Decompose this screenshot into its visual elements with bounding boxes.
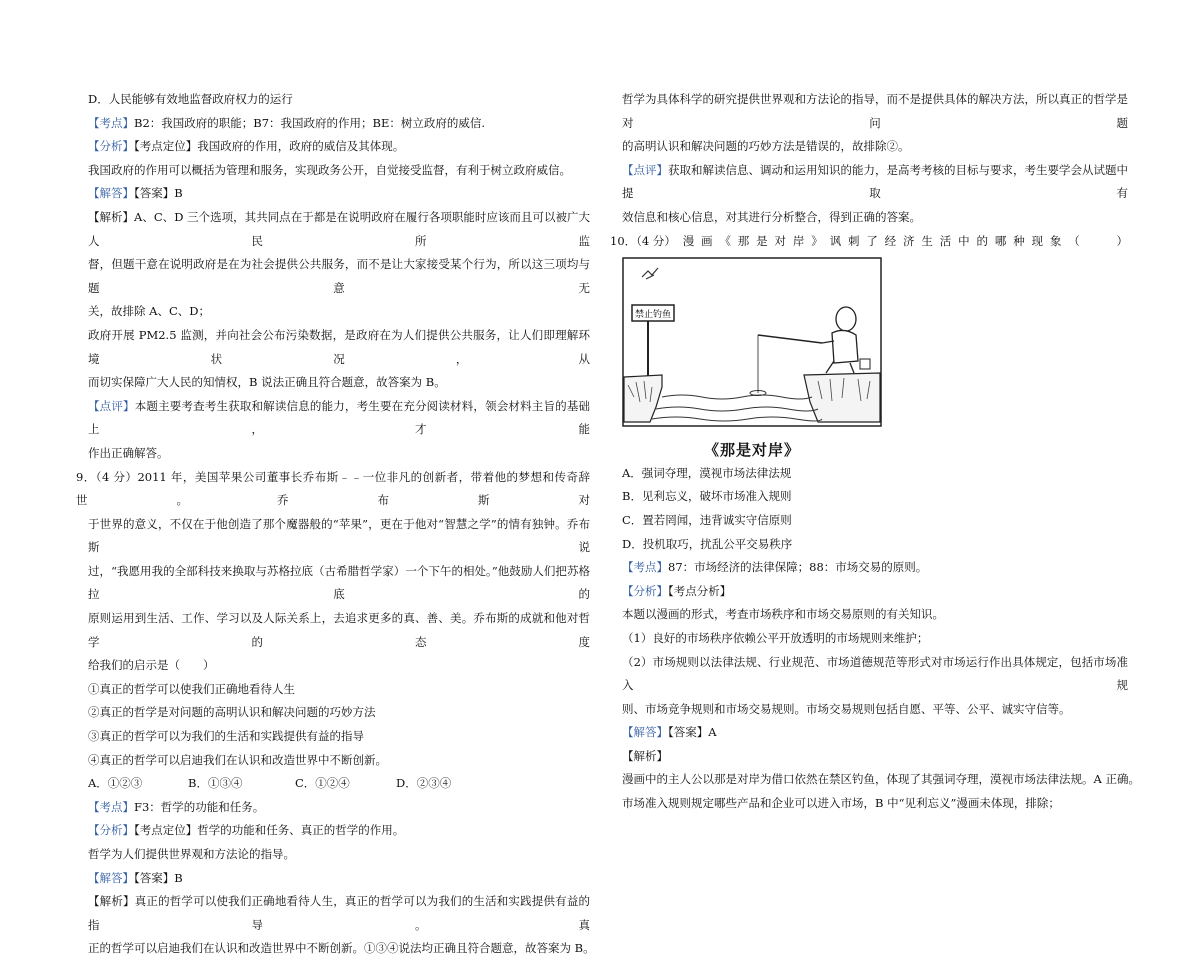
q9-option-a: A．①②③	[88, 776, 143, 791]
q10-fenxi	[622, 580, 1128, 604]
q10-jiexi-line-2: 市场准入规则规定哪些产品和企业可以进入市场，B 中“见利忘义”漫画未体现，排除；	[622, 796, 1060, 811]
kaodian-tag: 【考点】	[88, 115, 134, 130]
q9-stem-line-3: 过，“我愿用我的全部科技来换取与苏格拉底（古希腊哲学家）一个下午的相处。”他鼓励人们把苏格拉底的	[88, 563, 590, 602]
q10-option-a: A．强词夺理，漠视市场法律法规	[622, 465, 792, 480]
q10-stem-part	[1087, 230, 1110, 254]
q9-dianping-line-2: 效信息和核心信息，对其进行分析整合，得到正确的答案。	[622, 209, 921, 224]
q8-option-d: D．人民能够有效地监督政府权力的运行	[88, 92, 293, 106]
kaodian-tag: 【考点】	[88, 799, 134, 814]
q8-jiexi-line-2: 督，但题干意在说明政府是在为社会提供公共服务，而不是让大家接受某个行为，所以这三项均与题意无	[88, 257, 590, 295]
q10-stem-part: 岸	[792, 233, 805, 248]
q10-stem-part: 现	[1031, 233, 1044, 248]
left-column	[76, 88, 595, 961]
q8-jiexi-line-5: 而切实保障广大人民的知情权，B 说法正确且符合题意，故答案为 B。	[88, 375, 446, 390]
q9-option-c: C．①②④	[295, 776, 350, 791]
q10-stem-part: 是	[756, 233, 768, 248]
q9-stem-line-1: 9．（4 分）2011 年，美国苹果公司董事长乔布斯﹣﹣一位非凡的创新者，带着他的梦想和传奇辞世。乔布斯对	[76, 469, 590, 508]
fenxi-tag: 【分析】	[88, 139, 134, 154]
cartoon-caption: 《那是对岸》	[703, 440, 800, 459]
q8-jieda	[88, 182, 590, 206]
q10-stem-part: 对	[774, 233, 787, 248]
cartoon-figure	[622, 257, 882, 462]
q10-jiexi-head: 【解析】	[622, 748, 668, 763]
jieda-text: 【答案】A	[668, 725, 717, 740]
jieda-text: 【答案】B	[134, 186, 183, 201]
q10-stem-part: 漫	[682, 233, 695, 248]
fenxi-text: 【考点分析】	[668, 583, 732, 598]
q9-stem-line-2: 于世界的意义，不仅在于他创造了那个魔器般的“苹果”，更在于他对“智慧之学”的情有独钟。乔布斯说	[88, 516, 590, 555]
q10-stem-part: 哪	[994, 233, 1007, 248]
q10-stem-part: （	[1068, 233, 1080, 248]
q9-jiexi-line-1: 【解析】真正的哲学可以使我们正确地看待人生，真正的哲学可以为我们的生活和实践提供有益的指导。真	[88, 894, 590, 932]
q9-option-d: D．②③④	[396, 776, 452, 791]
q9-stem-line-4: 原则运用到生活、工作、学习以及人际关系上，去追求更多的真、善、美。乔布斯的成就和他对哲学的态度	[88, 611, 590, 649]
q9-fenxi-body: 哲学为人们提供世界观和方法论的指导。	[88, 847, 295, 861]
q8-fenxi-body: 我国政府的作用可以概括为管理和服务，实现政务公开，自觉接受监督，有利于树立政府威信。	[88, 162, 571, 177]
q10-stem-part: 《	[719, 233, 731, 248]
jieda-tag: 【解答】	[622, 725, 668, 740]
q10-stem-part: 》	[811, 233, 823, 248]
q10-stem-part: 画	[701, 233, 713, 248]
dianping-text: 获取和解读信息、调动和运用知识的能力，是高考考核的目标与要求，考生要学会从试题中提取有	[622, 162, 1128, 201]
q10-stem-part: 讽	[829, 233, 842, 248]
kaodian-text: B2：我国政府的职能；B7：我国政府的作用；BE：树立政府的威信.	[134, 115, 486, 130]
q9-stem-line-5: 给我们的启示是（ ）	[88, 658, 215, 673]
q10-fenxi-line-1: 本题以漫画的形式，考查市场秩序和市场交易原则的有关知识。	[622, 607, 944, 622]
q8-dianping	[88, 395, 590, 442]
q10-jiexi-line-1: 漫画中的主人公以那是对岸为借口依然在禁区钓鱼，体现了其强词夺理，漠视市场法律法规。A 正确。	[622, 772, 1140, 787]
q10-stem	[610, 230, 1128, 254]
q9-options	[88, 772, 590, 796]
kaodian-tag: 【考点】	[622, 560, 668, 575]
jieda-tag: 【解答】	[88, 186, 134, 201]
q8-dianping-line-2: 作出正确解答。	[88, 445, 169, 460]
fenxi-tag: 【分析】	[88, 823, 134, 838]
jieda-tag: 【解答】	[88, 870, 134, 885]
q8-fenxi	[88, 135, 590, 159]
q10-option-c: C．置若罔闻，违背诚实守信原则	[622, 512, 792, 527]
cartoon-image	[622, 257, 882, 427]
q10-stem-part: 生	[921, 233, 933, 248]
fenxi-text: 【考点定位】哲学的功能和任务、真正的哲学的作用。	[134, 823, 405, 838]
q10-kaodian	[622, 556, 1128, 580]
q9-statement-3: ③真正的哲学可以为我们的生活和实践提供有益的指导	[88, 729, 364, 744]
kaodian-text: 87：市场经济的法律保障；88：市场交易的原则。	[668, 560, 928, 575]
q10-stem-part: 了	[866, 233, 878, 248]
q10-stem-part: 刺	[847, 233, 860, 248]
q8-kaodian	[88, 112, 590, 136]
q9-dianping	[622, 159, 1128, 206]
q9-fenxi	[88, 819, 590, 843]
q9-statement-2: ②真正的哲学是对问题的高明认识和解决问题的巧妙方法	[88, 705, 376, 720]
q10-fenxi-line-2: （1）良好的市场秩序依赖公平开放透明的市场规则来维护；	[622, 630, 929, 645]
q8-jiexi-line-3: 关，故排除 A、C、D；	[88, 304, 210, 319]
q9-kaodian	[88, 796, 590, 820]
fenxi-tag: 【分析】	[622, 583, 668, 598]
q10-option-b: B．见利忘义，破坏市场准入规则	[622, 489, 792, 504]
q10-option-d: D．投机取巧，扰乱公平交易秩序	[622, 536, 793, 551]
q9-statement-4: ④真正的哲学可以启迪我们在认识和改造世界中不断创新。	[88, 752, 387, 767]
q10-stem-part: 种	[1013, 233, 1025, 248]
q10-stem-part: 10．（4 分）	[610, 233, 676, 248]
q8-jiexi-line-1: 【解析】A、C、D 三个选项，其共同点在于都是在说明政府在履行各项职能时应该而且可以被广大人民所监	[88, 209, 590, 248]
dianping-tag: 【点评】	[622, 162, 668, 177]
dianping-text: 本题主要考查考生获取和解读信息的能力，考生要在充分阅读材料，领会材料主旨的基础上，才能	[88, 398, 590, 437]
sign-text: 禁止钓鱼	[634, 310, 672, 321]
q10-stem-part: 那	[737, 233, 750, 248]
q9-option-b: B．①③④	[188, 776, 243, 791]
right-column	[610, 88, 1140, 816]
q9-jieda	[88, 867, 590, 891]
q10-stem-part: 经	[884, 233, 897, 248]
q10-stem-part: ）	[1116, 233, 1128, 248]
fenxi-text: 【考点定位】我国政府的作用，政府的威信及其体现。	[134, 139, 405, 154]
q10-stem-part: 的	[976, 233, 988, 248]
dianping-tag: 【点评】	[88, 398, 135, 413]
q8-jiexi-line-4: 政府开展 PM2.5 监测，并向社会公布污染数据，是政府在为人们提供公共服务，让人们即理解环境状况，从	[88, 327, 590, 366]
kaodian-text: F3：哲学的功能和任务。	[134, 799, 265, 814]
q9-jiexi-cont-line-2: 的高明认识和解决问题的巧妙方法是错误的，故排除②。	[622, 139, 910, 154]
q9-jiexi-cont-line-1: 哲学为具体科学的研究提供世界观和方法论的指导，而不是提供具体的解决方法，所以真正的哲学是对问题	[622, 92, 1128, 130]
q9-statement-1: ①真正的哲学可以使我们正确地看待人生	[88, 681, 295, 696]
q10-stem-part: 中	[958, 233, 970, 248]
q10-stem-part: 济	[903, 233, 915, 248]
q10-stem-part: 活	[939, 233, 952, 248]
q10-jieda	[622, 721, 1128, 745]
jieda-text: 【答案】B	[134, 870, 183, 885]
q10-fenxi-line-3: （2）市场规则以法律法规、行业规范、市场道德规范等形式对市场运行作出具体规定，包括市场准入规	[622, 654, 1128, 693]
q9-jiexi-line-2: 正的哲学可以启迪我们在认识和改造世界中不断创新。①③④说法均正确且符合题意，故答案为 B。	[88, 941, 595, 956]
q10-fenxi-line-4: 则、市场竞争规则和市场交易规则。市场交易规则包括自愿、平等、公平、诚实守信等。	[622, 701, 1071, 716]
q10-stem-part: 象	[1049, 233, 1062, 248]
